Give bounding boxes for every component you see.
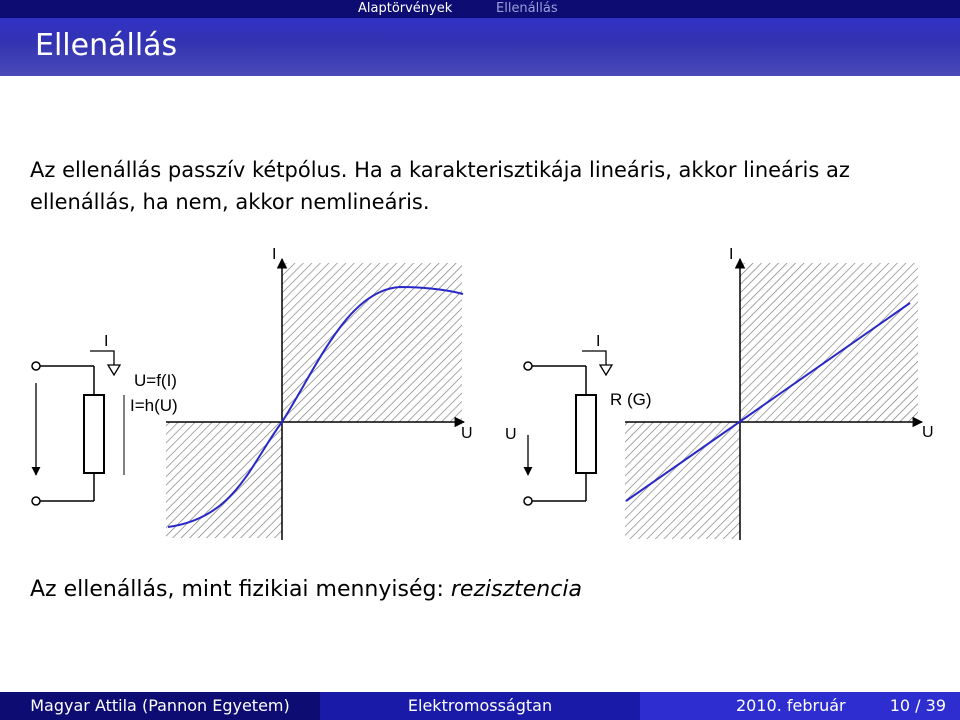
left-x-axis-label: U <box>461 425 473 442</box>
left-circuit <box>32 333 178 505</box>
right-x-axis-label: U <box>922 424 934 441</box>
resistance-definition <box>30 574 582 606</box>
right-y-axis-label: I <box>729 246 734 263</box>
left-resistor <box>84 395 104 473</box>
right-voltage-label: U <box>505 426 517 443</box>
frame-title: Ellenállás <box>35 28 178 63</box>
footer-author: Magyar Attila (Pannon Egyetem) <box>0 692 320 720</box>
footer-date: 2010. február <box>736 696 846 715</box>
definition-term: rezisztencia <box>450 577 582 602</box>
left-eq1: U=f(I) <box>134 371 177 390</box>
left-current-label: I <box>104 333 109 350</box>
footer-course: Elektromosságtan <box>320 692 640 720</box>
right-plot <box>625 246 934 540</box>
definition-text: Az ellenállás, mint fizikiai mennyiség: <box>30 577 444 602</box>
footer-bar <box>0 692 960 720</box>
section-navigation <box>0 0 960 18</box>
left-eq2: I=h(U) <box>130 396 178 415</box>
right-current-label: I <box>596 333 601 350</box>
left-y-axis-label: I <box>272 246 277 263</box>
nav-section-alaptorvenyek[interactable]: Alaptörvények <box>358 1 453 16</box>
footer-page-number: 10 / 39 <box>889 696 946 715</box>
intro-paragraph: Az ellenállás passzív kétpólus. Ha a karakterisztikája lineáris, akkor lineáris az ellenállás, ha nem, akkor nemlineáris. <box>30 158 850 214</box>
right-resistor <box>576 395 596 473</box>
resistor-characteristics-figure <box>0 235 960 545</box>
right-resistor-label: R (G) <box>610 390 652 409</box>
left-plot <box>166 246 473 540</box>
nav-section-ellenallas[interactable]: Ellenállás <box>496 1 558 16</box>
header-bar <box>0 0 960 76</box>
footer-info <box>640 692 960 720</box>
